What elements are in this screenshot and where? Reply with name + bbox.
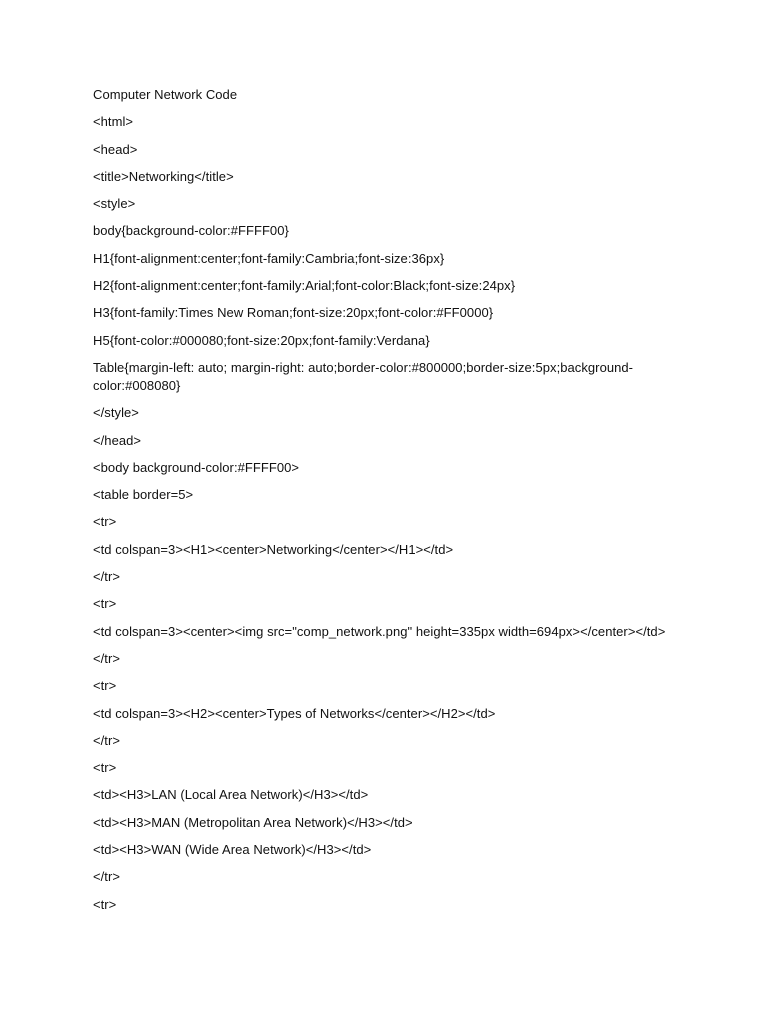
code-line: <tr> — [93, 896, 117, 912]
code-line: </tr> — [93, 869, 120, 885]
code-line: body{background-color:#FFFF00} — [93, 223, 289, 239]
code-line: <style> — [93, 196, 136, 212]
code-line: <td><H3>MAN (Metropolitan Area Network)</H3></td> — [93, 814, 413, 830]
code-line: </style> — [93, 405, 139, 421]
code-line: H1{font-alignment:center;font-family:Cambria;font-size:36px} — [93, 250, 445, 266]
document-body — [93, 86, 673, 923]
code-line: Table{margin-left: auto; margin-right: auto;border-color:#800000;border-size:5px;background-color:#008080} — [93, 359, 634, 393]
code-line: <tr> — [93, 678, 117, 694]
code-line: <head> — [93, 141, 138, 157]
code-line: <td><H3>WAN (Wide Area Network)</H3></td> — [93, 842, 372, 858]
code-line: </tr> — [93, 650, 120, 666]
code-line: </head> — [93, 432, 142, 448]
code-line: <body background-color:#FFFF00> — [93, 459, 300, 475]
code-line: <tr> — [93, 596, 117, 612]
code-line: H5{font-color:#000080;font-size:20px;font-family:Verdana} — [93, 332, 430, 348]
code-line: <table border=5> — [93, 487, 194, 503]
code-line: <td colspan=3><H1><center>Networking</center></H1></td> — [93, 541, 454, 557]
code-line: <html> — [93, 114, 134, 130]
code-line: H3{font-family:Times New Roman;font-size:20px;font-color:#FF0000} — [93, 305, 494, 321]
code-line: H2{font-alignment:center;font-family:Arial;font-color:Black;font-size:24px} — [93, 278, 516, 294]
code-line: <td colspan=3><center><img src="comp_network.png" height=335px width=694px></center></td> — [93, 623, 666, 639]
code-line: </tr> — [93, 732, 120, 748]
code-line: <tr> — [93, 514, 117, 530]
code-line: <title>Networking</title> — [93, 168, 234, 184]
code-line: <tr> — [93, 760, 117, 776]
code-line: <td colspan=3><H2><center>Types of Networks</center></H2></td> — [93, 705, 496, 721]
code-line: </tr> — [93, 569, 120, 585]
document-title: Computer Network Code — [93, 87, 238, 102]
code-line: <td><H3>LAN (Local Area Network)</H3></td> — [93, 787, 369, 803]
